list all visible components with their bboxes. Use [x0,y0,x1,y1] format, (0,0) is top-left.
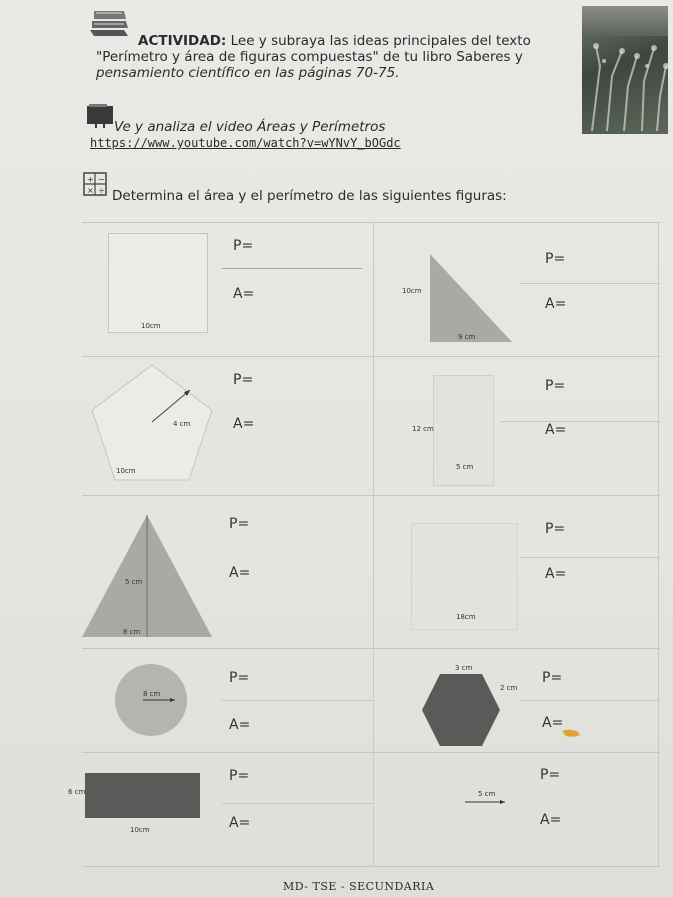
svg-text:×: × [87,186,94,195]
triangle-perimeter-label: P= [545,251,566,267]
triangle-base-label: 8 cm [123,628,141,636]
svg-text:−: − [98,175,105,184]
pentagon-area-label: A= [233,416,255,432]
iso-triangle-perimeter-label: P= [229,516,250,532]
pencil-mark-icon [560,726,582,740]
hexagon-area-label: A= [542,715,564,731]
activity-line-2: "Perímetro y área de figuras compuestas" de tu libro Saberes y [96,49,523,65]
iso-triangle-area-label: A= [229,565,251,581]
pentagon-apothem-label: 4 cm [173,420,191,428]
video-board-icon [85,102,115,128]
rectangle-perimeter-label: P= [545,378,566,394]
hexagon-apothem-label: 2 cm [500,684,518,692]
big-square-area-label: A= [545,566,567,582]
pentagon-side-label: 10cm [116,467,136,475]
hexagon-perimeter-label: P= [542,670,563,686]
big-square-perimeter-label: P= [545,521,566,537]
big-square-side-label: 18cm [456,613,476,621]
wide-rectangle-perimeter-label: P= [229,768,250,784]
calculator-icon [83,172,107,196]
right-triangle-height-label: 10cm [402,287,422,295]
wide-rectangle-area-label: A= [229,815,251,831]
isosceles-triangle-figure [80,512,215,640]
circle-radius-label: 8 cm [143,690,161,698]
circle2-perimeter-label: P= [540,767,561,783]
activity-line-1 [138,33,531,49]
svg-text:÷: ÷ [98,186,105,195]
activity-text-1: Lee y subraya las ideas principales del texto [230,33,531,49]
circle2-area-label: A= [540,812,562,828]
circle-figure [113,662,189,738]
footer-label: MD- TSE - SECUNDARIA [283,880,435,893]
hexagon-figure [420,668,502,752]
square-area-label: A= [233,286,255,302]
task-instruction: Determina el área y el perímetro de las siguientes figuras: [112,188,507,204]
pentagon-perimeter-label: P= [233,372,254,388]
circle-perimeter-label: P= [229,670,250,686]
wide-rectangle-height-label: 6 cm [68,788,86,796]
video-link[interactable]: https://www.youtube.com/watch?v=wYNvY_bOGdc [90,136,401,150]
square-side-label: 10cm [141,322,161,330]
activity-line-3: pensamiento científico en las páginas 70-75. [96,65,400,81]
hexagon-side-label: 3 cm [455,664,473,672]
square-perimeter-label: P= [233,238,254,254]
circle2-radius-label: 5 cm [478,790,496,798]
square-figure [108,233,208,333]
pentagon-figure [90,362,220,487]
video-text: Ve y analiza el video Áreas y Perímetros [114,119,386,135]
tall-rectangle-width-label: 5 cm [456,463,474,471]
wide-rectangle-width-label: 10cm [130,826,150,834]
triangle-area-label: A= [545,296,567,312]
circle-area-label: A= [229,717,251,733]
book-cover-image [582,6,668,134]
right-triangle-base-label: 9 cm [458,333,476,341]
triangle-height-label: 5 cm [125,578,143,586]
wide-rectangle-figure [85,773,200,818]
rectangle-area-label: A= [545,422,567,438]
svg-text:+: + [87,175,94,184]
tall-rectangle-height-label: 12 cm [412,425,434,433]
activity-title: ACTIVIDAD: [138,33,227,49]
books-icon [86,6,132,40]
